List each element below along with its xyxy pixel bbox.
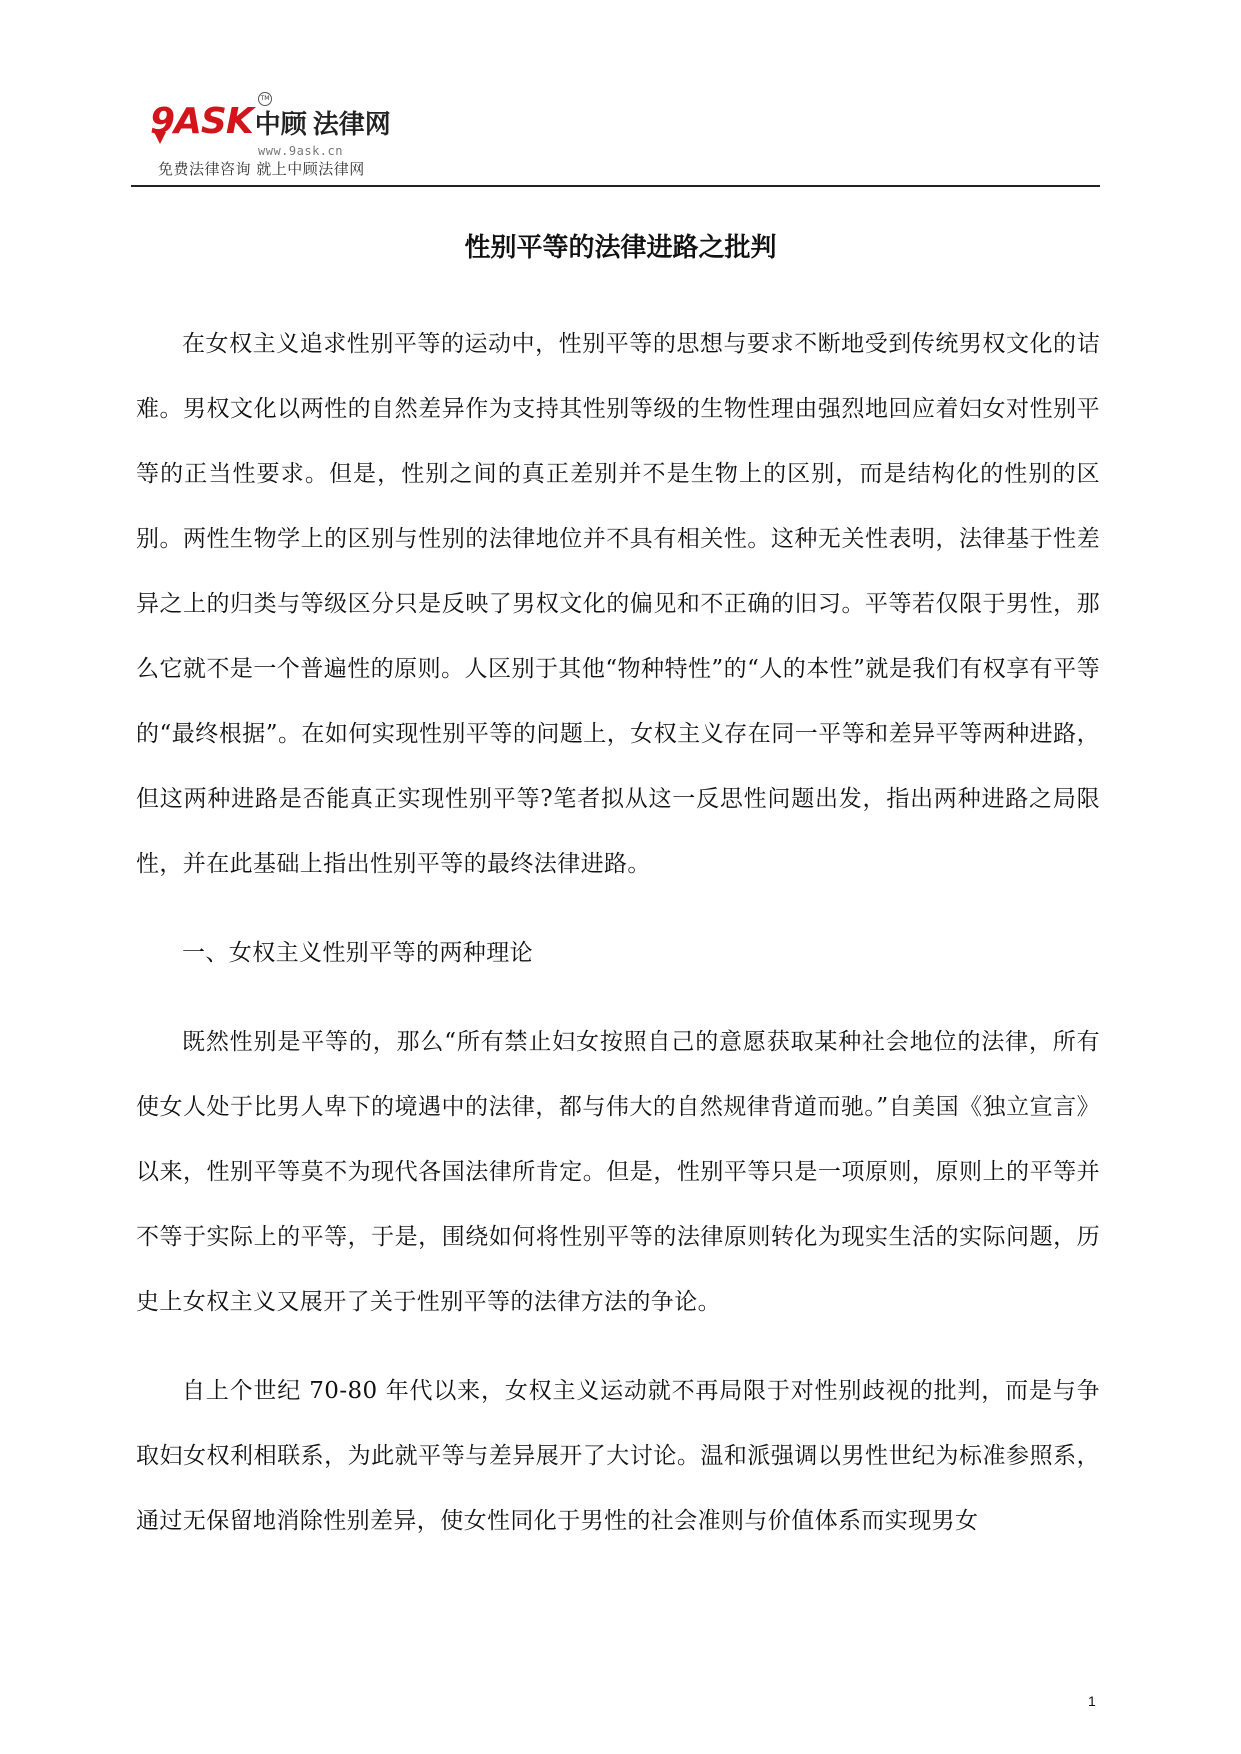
document-body: [136, 312, 1100, 1554]
site-logo: [150, 92, 420, 184]
paragraph: 在女权主义追求性别平等的运动中，性别平等的思想与要求不断地受到传统男权文化的诘难。男权文化以两性的自然差异作为支持其性别等级的生物性理由强烈地回应着妇女对性别平等的正当性要求。但是，性别之间的真正差别并不是生物上的区别，而是结构化的性别的区别。两性生物学上的区别与性别的法律地位并不具有相关性。这种无关性表明，法律基于性差异之上的归类与等级区分只是反映了男权文化的偏见和不正确的旧习。平等若仅限于男性，那么它就不是一个普遍性的原则。人区别于其他“物种特性”的“人的本性”就是我们有权享有平等的“最终根据”。在如何实现性别平等的问题上，女权主义存在同一平等和差异平等两种进路，但这两种进路是否能真正实现性别平等?笔者拟从这一反思性问题出发，指出两种进路之局限性，并在此基础上指出性别平等的最终法律进路。: [136, 331, 1100, 877]
logo-name2-text: 法律网: [312, 110, 391, 140]
logo-wordmark: [150, 102, 391, 145]
paragraph: 既然性别是平等的，那么“所有禁止妇女按照自己的意愿获取某种社会地位的法律，所有使女人处于比男人卑下的境遇中的法律，都与伟大的自然规律背道而驰。”自美国《独立宣言》以来，性别平等莫不为现代各国法律所肯定。但是，性别平等只是一项原则，原则上的平等并不等于实际上的平等，于是，围绕如何将性别平等的法律原则转化为现实生活的实际问题，历史上女权主义又展开了关于性别平等的法律方法的争论。: [136, 1029, 1100, 1315]
page-number: 1: [1088, 1693, 1096, 1709]
paragraph: 自上个世纪 70-80 年代以来，女权主义运动就不再局限于对性别歧视的批判，而是与争取妇女权利相联系，为此就平等与差异展开了大讨论。温和派强调以男性世纪为标准参照系，通过无保留地消除性别差异，使女性同化于男性的社会准则与价值体系而实现男女: [136, 1378, 1100, 1534]
logo-name-text: 中顾: [254, 110, 307, 140]
logo-slogan: 免费法律咨询 就上中顾法律网: [158, 160, 365, 178]
document-title: 性别平等的法律进路之批判: [464, 233, 777, 263]
logo-url: www.9ask.cn: [258, 144, 343, 158]
location-pin-icon: [154, 132, 166, 144]
trademark-icon: TM: [258, 92, 272, 106]
header-divider: [131, 185, 1100, 187]
section-heading: 一、女权主义性别平等的两种理论: [182, 940, 533, 966]
logo-brand-text: 9ASK: [150, 101, 253, 142]
